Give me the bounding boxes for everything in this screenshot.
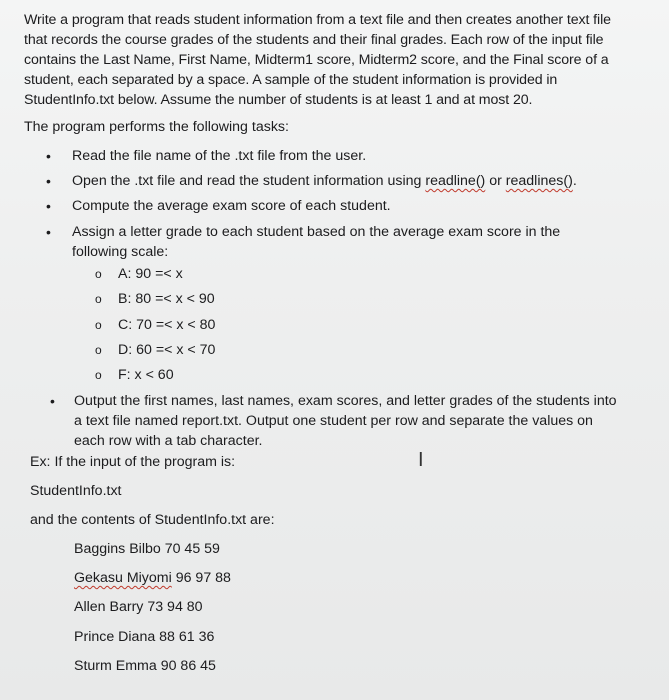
sub-bullet-icon: o [95,318,102,332]
task-assign-grade: Assign a letter grade to each student based on the average exam score in the following scale: [72,224,561,260]
bullet-icon: • [50,393,55,409]
scale-b: B: 80 =< x < 90 [118,291,215,307]
student-row: Allen Barry 73 94 80 [74,599,203,615]
scale-d: D: 60 =< x < 70 [118,342,216,358]
task-read-filename: Read the file name of the .txt file from the user. [72,148,367,164]
scale-a: A: 90 =< x [118,266,183,282]
readline-keyword: readline() [425,173,486,189]
sub-bullet-icon: o [95,267,102,281]
student-row: Prince Diana 88 61 36 [74,629,215,645]
task-compute-average: Compute the average exam score of each student. [72,198,391,214]
task-open-file: Open the .txt file and read the student information using readline() or readlines(). [72,173,577,189]
student-row: Gekasu Miyomi 96 97 88 [74,570,231,586]
bullet-icon: • [46,148,51,164]
example-heading: Ex: If the input of the program is: [30,454,236,470]
student-name-misspelled: Gekasu Miyomi [74,570,172,586]
text-cursor-icon: I [418,449,424,471]
sub-bullet-icon: o [95,368,102,382]
scale-f: F: x < 60 [118,367,174,383]
student-row: Baggins Bilbo 70 45 59 [74,541,220,557]
scale-c: C: 70 =< x < 80 [118,317,216,333]
task-output-report: Output the first names, last names, exam scores, and letter grades of the students into a text file named report.txt. Output one student per row and separate the values on each row with a tab character. [74,393,617,449]
student-row: Sturm Emma 90 86 45 [74,658,216,674]
problem-intro: Write a program that reads student information from a text file and then creates another text file that records the course grades of the students and their final grades. Each row of the input file contains the Last Name, First Name, Midterm1 score, Midterm2 score, and the Final score of a student, each separated by a space. A sample of the student information is provided in StudentInfo.txt below. Assume the number of students is at least 1 and at most 20. [24,12,611,108]
readlines-keyword: readlines() [505,173,573,189]
sub-bullet-icon: o [95,343,102,357]
input-filename: StudentInfo.txt [30,483,122,499]
tasks-heading: The program performs the following tasks: [24,119,289,135]
sub-bullet-icon: o [95,292,102,306]
bullet-icon: • [46,173,51,189]
bullet-icon: • [46,224,51,240]
contents-heading: and the contents of StudentInfo.txt are: [30,512,275,528]
bullet-icon: • [46,198,51,214]
